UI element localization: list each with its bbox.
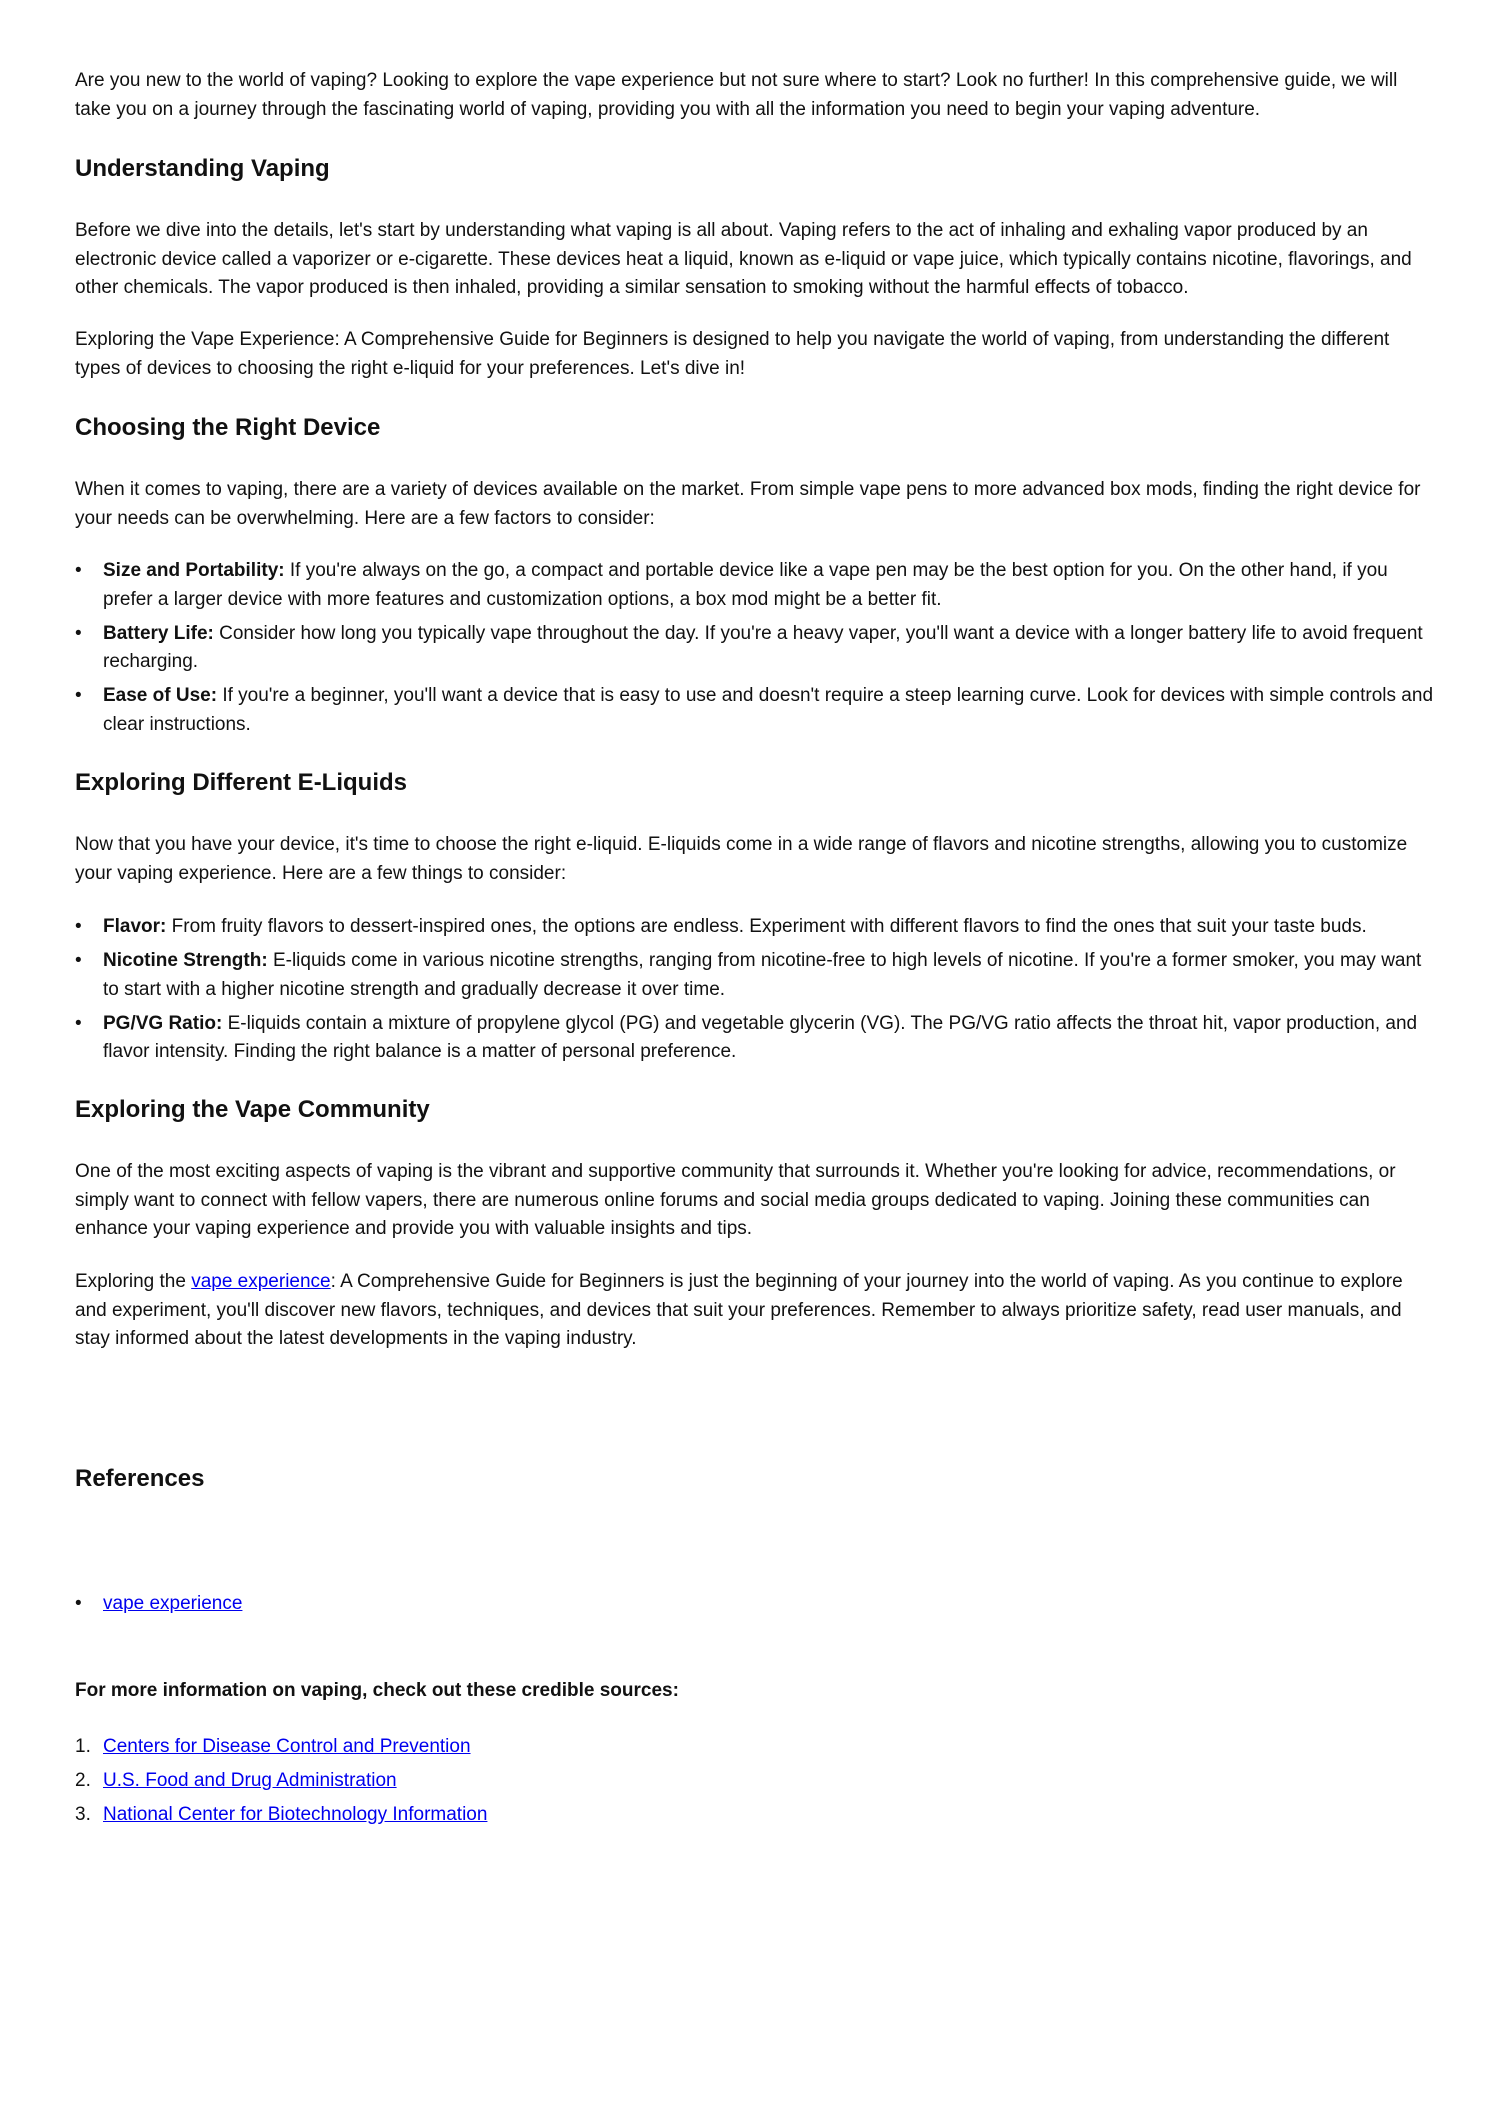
intro-paragraph: Are you new to the world of vaping? Looking to explore the vape experience but not sure where to start? Look no further! In this comprehensive guide, we will take you on a journey through the fascinating world of vaping, providing you with all the information you need to begin your vaping adventure. — [75, 70, 1398, 120]
list-item: • PG/VG Ratio: E-liquids contain a mixture of propylene glycol (PG) and vegetable glycerin (VG). The PG/VG ratio affects the throat hit, vapor production, and flavor intensity. Finding the right balance is a matter of personal preference. — [75, 1010, 1435, 1067]
list-item: • Battery Life: Consider how long you typically vape throughout the day. If you're a heavy vaper, you'll want a device with a longer battery life to avoid frequent recharging. — [75, 620, 1435, 677]
source-link-cdc[interactable]: Centers for Disease Control and Prevention — [103, 1736, 471, 1757]
list-item: 3. National Center for Biotechnology Information — [75, 1804, 488, 1826]
paragraph: When it comes to vaping, there are a variety of devices available on the market. From simple vape pens to more advanced box mods, finding the right device for your needs can be overwhelming. Here are a few factors to consider: — [75, 479, 1421, 529]
paragraph: Exploring the vape experience: A Comprehensive Guide for Beginners is just the beginning of your journey into the world of vaping. As you continue to explore and experiment, you'll discover new flavors, techniques, and devices that suit your preferences. Remember to always prioritize safety, read user manuals, and stay informed about the latest developments in the vaping industry. — [75, 1271, 1403, 1350]
heading-vape-community: Exploring the Vape Community — [75, 1096, 430, 1123]
paragraph: Exploring the Vape Experience: A Comprehensive Guide for Beginners is designed to help you navigate the world of vaping, from understanding the different types of devices to choosing the right e-liquid for your preferences. Let's dive in! — [75, 329, 1390, 379]
source-link-fda[interactable]: U.S. Food and Drug Administration — [103, 1770, 397, 1792]
source-link-ncbi[interactable]: National Center for Biotechnology Information — [103, 1804, 488, 1826]
reference-link[interactable]: vape experience — [103, 1593, 243, 1614]
paragraph: Before we dive into the details, let's start by understanding what vaping is all about. Vaping refers to the act of inhaling and exhaling vapor produced by an electronic device called a vaporizer or e-cigarette. These devices heat a liquid, known as e-liquid or vape juice, which typically contains nicotine, flavorings, and other chemicals. The vapor produced is then inhaled, providing a similar sensation to smoking without the harmful effects of tobacco. — [75, 220, 1412, 299]
list-item: 2. U.S. Food and Drug Administration — [75, 1770, 397, 1792]
heading-e-liquids: Exploring Different E-Liquids — [75, 769, 408, 796]
references-list — [75, 1590, 1435, 1624]
paragraph: One of the most exciting aspects of vaping is the vibrant and supportive community that surrounds it. Whether you're looking for advice, recommendations, or simply want to connect with fellow vapers, there are numerous online forums and social media groups dedicated to vaping. Joining these communities can enhance your vaping experience and provide you with valuable insights and tips. — [75, 1161, 1396, 1240]
e-liquid-list — [75, 913, 1435, 1072]
list-item — [75, 1590, 1435, 1619]
sources-list — [75, 1733, 1435, 1835]
device-factors-list — [75, 557, 1435, 745]
heading-choosing-device: Choosing the Right Device — [75, 414, 381, 441]
list-item: • Flavor: From fruity flavors to dessert-inspired ones, the options are endless. Experiment with different flavors to find the ones that suit your taste buds. — [75, 913, 1435, 942]
heading-understanding-vaping: Understanding Vaping — [75, 155, 330, 182]
list-item: • Nicotine Strength: E-liquids come in various nicotine strengths, ranging from nicotine-free to high levels of nicotine. If you're a former smoker, you may want to start with a higher nicotine strength and gradually decrease it over time. — [75, 947, 1435, 1004]
paragraph: Now that you have your device, it's time to choose the right e-liquid. E-liquids come in a wide range of flavors and nicotine strengths, allowing you to customize your vaping experience. Here are a few things to consider: — [75, 834, 1408, 884]
sources-intro: For more information on vaping, check out these credible sources: — [75, 1680, 679, 1701]
list-item: • Size and Portability: If you're always on the go, a compact and portable device like a vape pen may be the best option for you. On the other hand, if you prefer a larger device with more features and customization options, a box mod might be a better fit. — [75, 557, 1435, 614]
vape-experience-link[interactable]: vape experience — [191, 1271, 331, 1292]
heading-references: References — [75, 1465, 205, 1492]
list-item: 1. Centers for Disease Control and Prevention — [75, 1736, 471, 1757]
list-item: • Ease of Use: If you're a beginner, you'll want a device that is easy to use and doesn't require a steep learning curve. Look for devices with simple controls and clear instructions. — [75, 682, 1435, 739]
